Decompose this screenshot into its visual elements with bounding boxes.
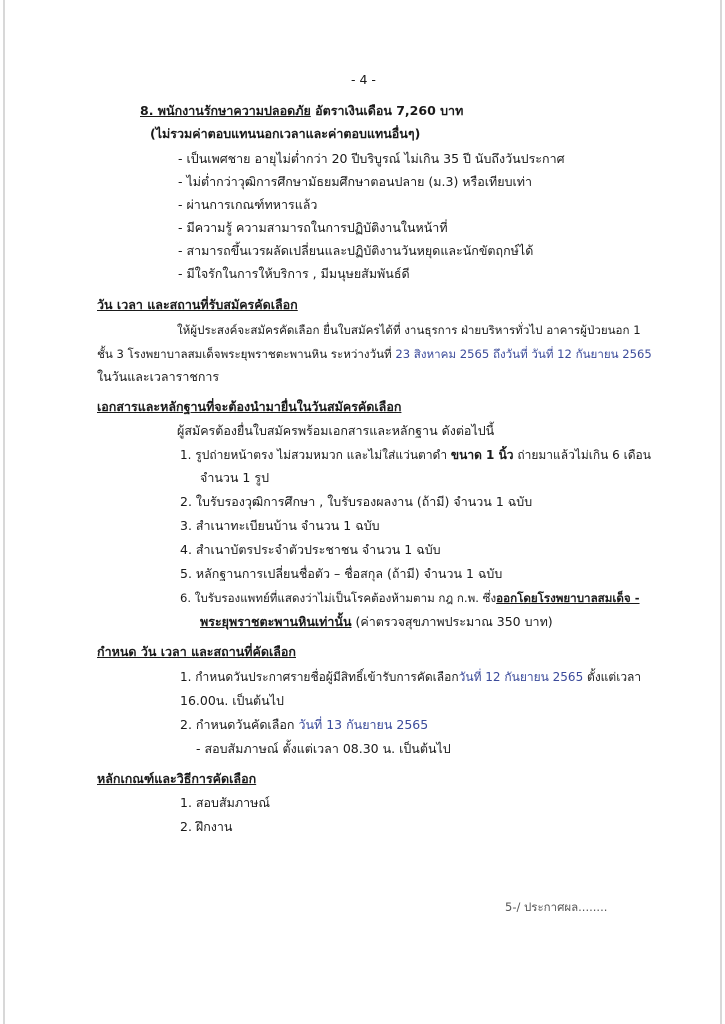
schedule-item-2-a: 2. กำหนดวันคัดเลือก [180,717,295,732]
documents-intro: ผู้สมัครต้องยื่นใบสมัครพร้อมเอกสารและหลักฐาน ดังต่อไปนี้ [177,423,495,438]
schedule-heading: กำหนด วัน เวลา และสถานที่คัดเลือก [97,644,296,659]
qualification-item: - สามารถขึ้นเวรผลัดเปลี่ยนและปฏิบัติงานวันหยุดและนักขัตฤกษ์ได้ [178,243,534,258]
position-note: (ไม่รวมค่าตอบแทนนอกเวลาและค่าตอบแทนอื่นๆ) [150,126,421,141]
application-line-2 [97,344,652,364]
schedule-item-1-c: ตั้งแต่เวลา [587,670,642,684]
document-item-6-b: ออกโดยโรงพยาบาลสมเด็จ - [496,591,640,605]
qualification-item: - มีใจรักในการให้บริการ , มีมนุษยสัมพันธ์ดี [178,266,410,281]
scan-edge-right [720,0,722,1024]
schedule-item-2-interview: - สอบสัมภาษณ์ ตั้งแต่เวลา 08.30 น. เป็นต้นไป [196,741,451,756]
position-title-text: 8. พนักงานรักษาความปลอดภัย [140,103,311,118]
document-item-1-size: ขนาด 1 นิ้ว [450,448,514,462]
criteria-item: 1. สอบสัมภาษณ์ [180,795,270,810]
schedule-item-1-date: วันที่ 12 กันยายน 2565 [458,670,584,684]
application-line-3: ในวันและเวลาราชการ [97,369,220,384]
schedule-item-1 [180,667,641,687]
qualification-item: - มีความรู้ ความสามารถในการปฏิบัติงานในหน้าที่ [178,220,448,235]
page-number: - 4 - [351,72,376,87]
application-dates: 23 สิงหาคม 2565 ถึงวันที่ วันที่ 12 กันยายน 2565 [395,347,652,361]
schedule-item-1-time: 16.00น. เป็นต้นไป [180,693,284,708]
document-item-1-c: ถ่ายมาแล้วไม่เกิน 6 เดือน [517,448,651,462]
application-line-2-a: ชั้น 3 โรงพยาบาลสมเด็จพระยุพราชตะพานหิน ระหว่างวันที่ [97,347,392,361]
application-heading: วัน เวลา และสถานที่รับสมัครคัดเลือก [97,297,298,312]
document-item-3: 3. สำเนาทะเบียนบ้าน จำนวน 1 ฉบับ [180,518,380,533]
position-salary: อัตราเงินเดือน 7,260 บาท [315,103,464,118]
document-item-2: 2. ใบรับรองวุฒิการศึกษา , ใบรับรองผลงาน (ถ้ามี) จำนวน 1 ฉบับ [180,494,533,509]
document-item-1 [180,445,651,465]
document-item-6 [180,588,640,608]
next-page-marker: 5-/ ประกาศผล........ [505,900,608,914]
document-item-6-a: 6. ใบรับรองแพทย์ที่แสดงว่าไม่เป็นโรคต้องห้ามตาม กฎ ก.พ. ซึ่ง [180,591,497,605]
position-title [140,101,463,121]
criteria-heading: หลักเกณฑ์และวิธีการคัดเลือก [97,771,257,786]
scan-edge-left [3,0,5,1024]
schedule-item-2 [180,715,428,735]
qualification-item: - ผ่านการเกณฑ์ทหารแล้ว [178,197,318,212]
document-item-1-a: 1. รูปถ่ายหน้าตรง ไม่สวมหมวก และไม่ใส่แว่นตาดำ [180,448,448,462]
document-item-4: 4. สำเนาบัตรประจำตัวประชาชน จำนวน 1 ฉบับ [180,542,441,557]
schedule-item-1-a: 1. กำหนดวันประกาศรายชื่อผู้มีสิทธิ์เข้ารับการคัดเลือก [180,670,459,684]
document-item-1-count: จำนวน 1 รูป [200,470,270,485]
qualification-item: - เป็นเพศชาย อายุไม่ต่ำกว่า 20 ปีบริบูรณ์ ไม่เกิน 35 ปี นับถึงวันประกาศ [178,151,565,166]
document-item-6-cont [200,612,553,632]
document-item-5: 5. หลักฐานการเปลี่ยนชื่อตัว – ชื่อสกุล (ถ้ามี) จำนวน 1 ฉบับ [180,566,503,581]
document-item-6-d: (ค่าตรวจสุขภาพประมาณ 350 บาท) [355,614,553,629]
criteria-item: 2. ฝึกงาน [180,819,233,834]
documents-heading: เอกสารและหลักฐานที่จะต้องนำมายื่นในวันสมัครคัดเลือก [97,399,402,414]
document-item-6-c: พระยุพราชตะพานหินเท่านั้น [200,614,352,629]
application-line-1: ให้ผู้ประสงค์จะสมัครคัดเลือก ยื่นใบสมัครได้ที่ งานธุรการ ฝ่ายบริหารทั่วไป อาคารผู้ป่วยนอก 1 [177,323,641,337]
qualification-item: - ไม่ต่ำกว่าวุฒิการศึกษามัธยมศึกษาตอนปลาย (ม.3) หรือเทียบเท่า [178,174,533,189]
schedule-item-2-date: วันที่ 13 กันยายน 2565 [298,717,429,732]
